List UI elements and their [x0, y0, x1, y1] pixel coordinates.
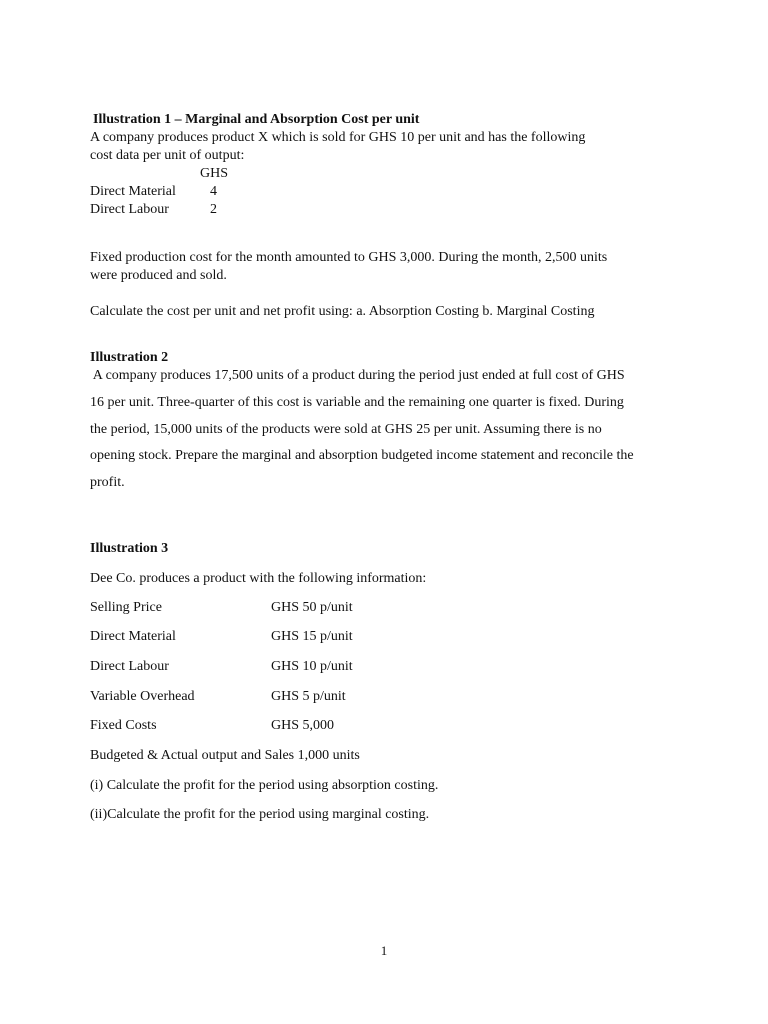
info-row-value: GHS 15 p/unit	[271, 629, 353, 644]
illustration-2-text-line: the period, 15,000 units of the products were sold at GHS 25 per unit. Assuming there is no	[90, 422, 602, 437]
illustration-2-text-line: 16 per unit. Three-quarter of this cost is variable and the remaining one quarter is fixed. During	[90, 395, 624, 410]
illustration-1-intro-line-2: cost data per unit of output:	[90, 148, 245, 163]
cost-row-value: 2	[210, 202, 217, 217]
illustration-2-text-line: profit.	[90, 475, 125, 490]
currency-header: GHS	[200, 166, 229, 181]
illustration-2-title: Illustration 2	[90, 350, 169, 365]
info-row-label: Variable Overhead	[90, 689, 195, 704]
info-row-label: Direct Material	[90, 629, 176, 644]
illustration-3-intro: Dee Co. produces a product with the following information:	[90, 571, 427, 586]
info-row-label: Fixed Costs	[90, 718, 157, 733]
fixed-cost-line-1: Fixed production cost for the month amounted to GHS 3,000. During the month, 2,500 units	[90, 250, 608, 265]
info-row-label: Selling Price	[90, 600, 162, 615]
info-row-label: Direct Labour	[90, 659, 169, 674]
illustration-3-title: Illustration 3	[90, 541, 169, 556]
illustration-2-text-line: opening stock. Prepare the marginal and absorption budgeted income statement and reconcile the	[90, 448, 634, 463]
cost-row-value: 4	[210, 184, 217, 199]
info-row-value: GHS 50 p/unit	[271, 600, 353, 615]
info-row-value: GHS 5,000	[271, 718, 335, 733]
cost-row-label: Direct Labour	[90, 202, 169, 217]
info-row-value: GHS 5 p/unit	[271, 689, 346, 704]
page-number: 1	[380, 943, 388, 958]
info-row-value: GHS 10 p/unit	[271, 659, 353, 674]
cost-row-label: Direct Material	[90, 184, 176, 199]
output-line: Budgeted & Actual output and Sales 1,000 units	[90, 748, 360, 763]
illustration-2-text-line: A company produces 17,500 units of a product during the period just ended at full cost of GHS	[90, 368, 625, 383]
illustration-1-intro-line-1: A company produces product X which is sold for GHS 10 per unit and has the following	[90, 130, 586, 145]
fixed-cost-line-2: were produced and sold.	[90, 268, 227, 283]
question-2: (ii)Calculate the profit for the period using marginal costing.	[90, 807, 430, 822]
illustration-1-title: Illustration 1 – Marginal and Absorption Cost per unit	[93, 112, 420, 127]
question-1: (i) Calculate the profit for the period using absorption costing.	[90, 778, 439, 793]
illustration-1-question: Calculate the cost per unit and net profit using: a. Absorption Costing b. Marginal Costing	[90, 304, 595, 319]
